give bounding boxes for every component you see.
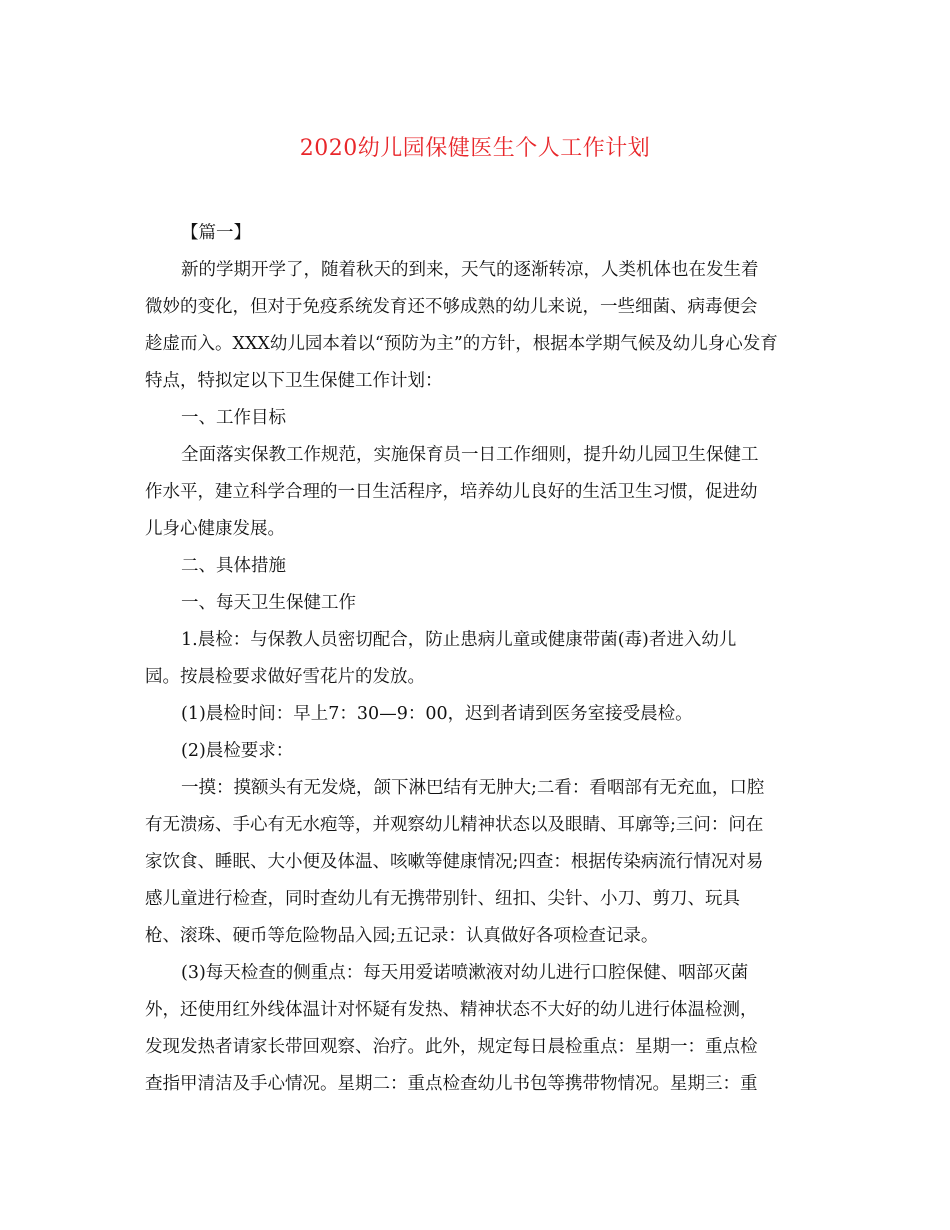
text-line: (2)晨检要求： (181, 741, 294, 761)
document-title: 2020幼儿园保健医生个人工作计划 (299, 136, 651, 161)
text-line: 一、每天卫生保健工作 (181, 593, 356, 613)
text-line: 全面落实保教工作规范，实施保育员一日工作细则，提升幼儿园卫生保健工 (181, 445, 759, 465)
text-line: (3)每天检查的侧重点：每天用爱诺喷漱液对幼儿进行口腔保健、咽部灭菌 (181, 963, 749, 983)
text-line: 儿身心健康发展。 (145, 519, 285, 539)
text-line: 特点，特拟定以下卫生保健工作计划： (145, 371, 443, 391)
text-line: 家饮食、睡眠、大小便及体温、咳嗽等健康情况;四查：根据传染病流行情况对易 (145, 852, 764, 872)
text-line: 外，还使用红外线体温计对怀疑有发热、精神状态不大好的幼儿进行体温检测， (145, 1000, 758, 1020)
text-line: (1)晨检时间：早上7：30—9：00，迟到者请到医务室接受晨检。 (181, 704, 693, 724)
text-line: 作水平，建立科学合理的一日生活程序，培养幼儿良好的生活卫生习惯，促进幼 (145, 482, 758, 502)
text-line: 园。按晨检要求做好雪花片的发放。 (145, 667, 425, 687)
text-line: 发现发热者请家长带回观察、治疗。此外，规定每日晨检重点：星期一：重点检 (145, 1037, 758, 1057)
text-line: 二、具体措施 (181, 556, 286, 576)
text-line: 新的学期开学了，随着秋天的到来，天气的逐渐转凉，人类机体也在发生着 (181, 260, 759, 280)
paragraph-lines (145, 252, 807, 1103)
section-label: 【篇一】 (181, 223, 251, 243)
document-body (145, 215, 807, 1103)
text-line: 有无溃疡、手心有无水疱等，并观察幼儿精神状态以及眼睛、耳廓等;三问：问在 (145, 815, 764, 835)
text-line: 一、工作目标 (181, 408, 286, 428)
text-line: 一摸：摸额头有无发烧，颌下淋巴结有无肿大;二看：看咽部有无充血，口腔 (181, 778, 765, 798)
text-line: 趁虚而入。XXX幼儿园本着以“预防为主”的方针，根据本学期气候及幼儿身心发育 (145, 334, 778, 354)
text-line: 感儿童进行检查，同时查幼儿有无携带别针、纽扣、尖针、小刀、剪刀、玩具 (145, 889, 740, 909)
text-line: 枪、滚珠、硬币等危险物品入园;五记录：认真做好各项检查记录。 (145, 926, 659, 946)
text-line: 微妙的变化，但对于免疫系统发育还不够成熟的幼儿来说，一些细菌、病毒便会 (145, 297, 758, 317)
text-line: 查指甲清洁及手心情况。星期二：重点检查幼儿书包等携带物情况。星期三：重 (145, 1074, 758, 1094)
text-line: 1.晨检：与保教人员密切配合，防止患病儿童或健康带菌(毒)者进入幼儿 (181, 630, 737, 650)
